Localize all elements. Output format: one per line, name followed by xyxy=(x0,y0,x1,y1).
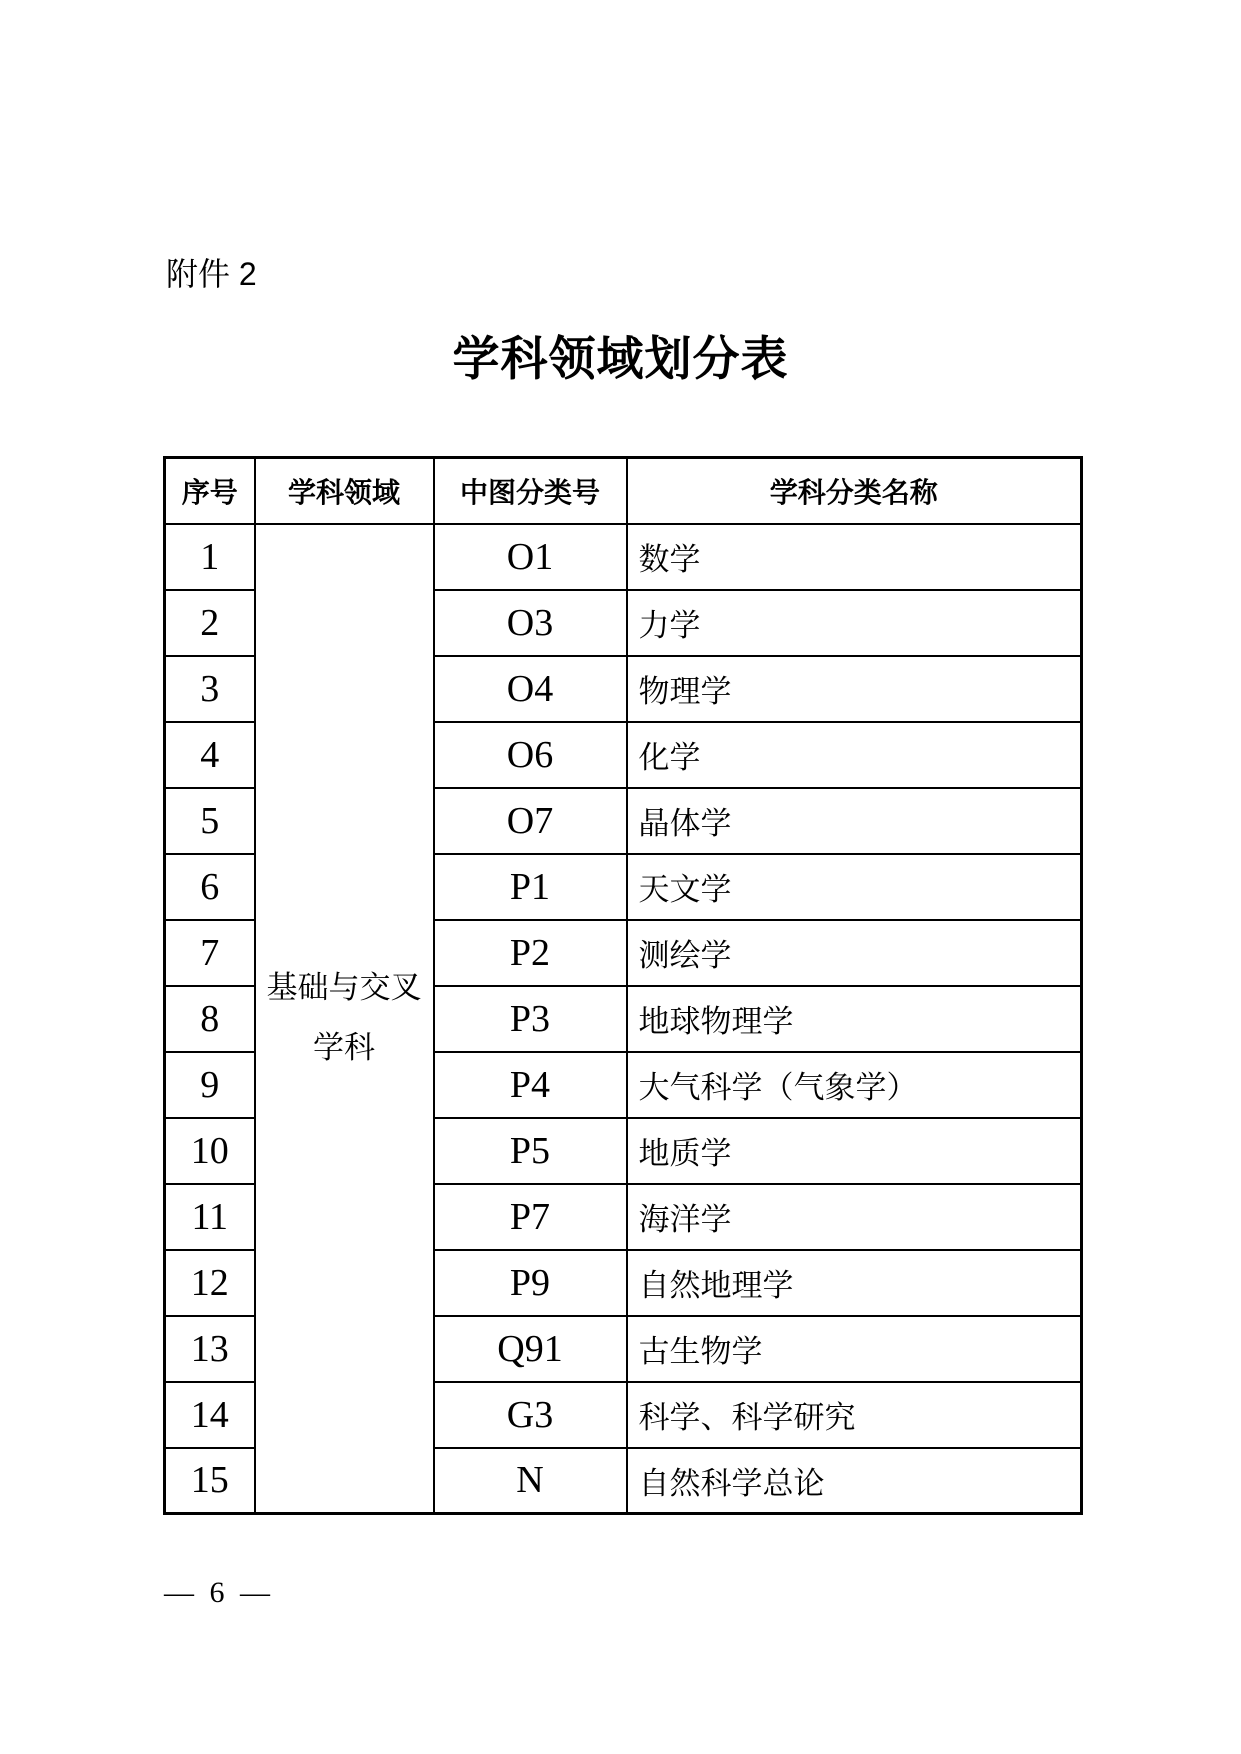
cell-serial-number: 10 xyxy=(165,1118,255,1184)
cell-serial-number: 12 xyxy=(165,1250,255,1316)
cell-subject-name: 数学 xyxy=(627,524,1082,590)
cell-clc-code: P5 xyxy=(434,1118,627,1184)
cell-serial-number: 3 xyxy=(165,656,255,722)
cell-serial-number: 15 xyxy=(165,1448,255,1514)
subject-field-table xyxy=(163,456,1083,1515)
cell-clc-code: P9 xyxy=(434,1250,627,1316)
cell-subject-name: 自然地理学 xyxy=(627,1250,1082,1316)
cell-subject-name: 化学 xyxy=(627,722,1082,788)
cell-clc-code: O6 xyxy=(434,722,627,788)
cell-subject-name: 物理学 xyxy=(627,656,1082,722)
cell-subject-field-group xyxy=(255,524,434,1514)
page-number: — 6 — xyxy=(164,1576,274,1609)
cell-subject-name: 晶体学 xyxy=(627,788,1082,854)
cell-clc-code: P4 xyxy=(434,1052,627,1118)
cell-clc-code: O4 xyxy=(434,656,627,722)
header-subject-field: 学科领域 xyxy=(255,458,434,524)
cell-serial-number: 4 xyxy=(165,722,255,788)
attachment-label: 附件 2 xyxy=(166,256,257,292)
document-title: 学科领域划分表 xyxy=(452,332,789,387)
cell-clc-code: P2 xyxy=(434,920,627,986)
cell-clc-code: P1 xyxy=(434,854,627,920)
cell-serial-number: 14 xyxy=(165,1382,255,1448)
cell-clc-code: P3 xyxy=(434,986,627,1052)
cell-clc-code: O3 xyxy=(434,590,627,656)
cell-subject-name: 天文学 xyxy=(627,854,1082,920)
cell-clc-code: O7 xyxy=(434,788,627,854)
table-body xyxy=(165,524,1082,1514)
cell-subject-name: 海洋学 xyxy=(627,1184,1082,1250)
cell-serial-number: 6 xyxy=(165,854,255,920)
cell-clc-code: G3 xyxy=(434,1382,627,1448)
cell-serial-number: 7 xyxy=(165,920,255,986)
cell-serial-number: 9 xyxy=(165,1052,255,1118)
table-header-row xyxy=(165,458,1082,524)
header-serial-number: 序号 xyxy=(165,458,255,524)
cell-subject-name: 测绘学 xyxy=(627,920,1082,986)
cell-subject-name: 科学、科学研究 xyxy=(627,1382,1082,1448)
cell-subject-name: 地球物理学 xyxy=(627,986,1082,1052)
header-subject-name: 学科分类名称 xyxy=(627,458,1082,524)
cell-subject-name: 古生物学 xyxy=(627,1316,1082,1382)
cell-clc-code: P7 xyxy=(434,1184,627,1250)
cell-serial-number: 8 xyxy=(165,986,255,1052)
table-row xyxy=(165,524,1082,590)
cell-serial-number: 13 xyxy=(165,1316,255,1382)
cell-subject-name: 自然科学总论 xyxy=(627,1448,1082,1514)
cell-clc-code: Q91 xyxy=(434,1316,627,1382)
cell-serial-number: 1 xyxy=(165,524,255,590)
subject-field-line1: 基础与交叉 xyxy=(266,970,422,1006)
cell-subject-name: 力学 xyxy=(627,590,1082,656)
cell-clc-code: N xyxy=(434,1448,627,1514)
subject-field-line2: 学科 xyxy=(313,1030,375,1066)
header-clc-code: 中图分类号 xyxy=(434,458,627,524)
cell-serial-number: 5 xyxy=(165,788,255,854)
cell-serial-number: 11 xyxy=(165,1184,255,1250)
cell-subject-name: 地质学 xyxy=(627,1118,1082,1184)
cell-subject-name: 大气科学（气象学） xyxy=(627,1052,1082,1118)
cell-serial-number: 2 xyxy=(165,590,255,656)
cell-clc-code: O1 xyxy=(434,524,627,590)
